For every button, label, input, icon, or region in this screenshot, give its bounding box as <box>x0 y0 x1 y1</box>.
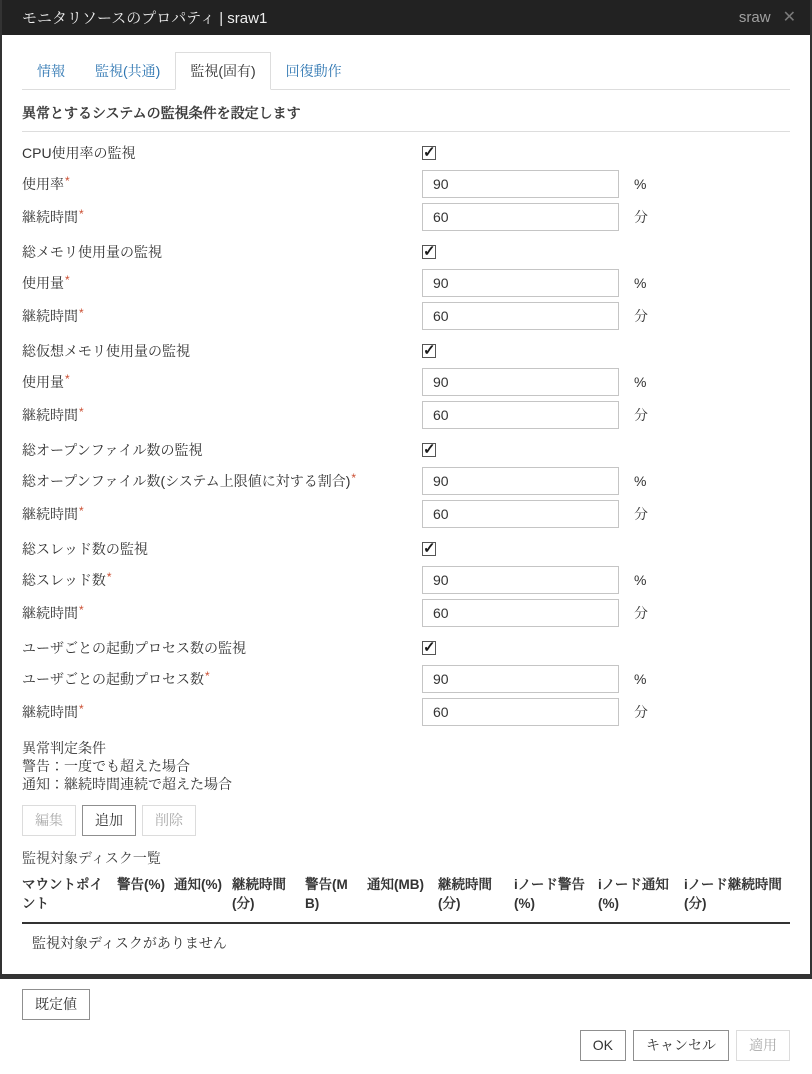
userproc-duration-label: 継続時間* <box>22 702 84 720</box>
openfiles-duration-label: 継続時間* <box>22 504 84 522</box>
default-values-button[interactable]: 既定値 <box>22 989 90 1020</box>
openfiles-duration-row <box>22 500 790 528</box>
required-marker: * <box>351 471 357 485</box>
open-files-ratio-input[interactable] <box>422 467 619 495</box>
column-header-duration-min: 継続時間(分) <box>232 872 305 923</box>
vmem-duration-label: 継続時間* <box>22 405 84 423</box>
unit-label: 分 <box>634 506 648 522</box>
required-marker: * <box>65 372 70 386</box>
delete-button[interactable]: 削除 <box>142 805 196 836</box>
column-header-inode-notice: iノード通知(%) <box>598 872 684 923</box>
openfiles-monitor-row <box>22 438 790 462</box>
unit-label: 分 <box>634 209 648 225</box>
tab-info[interactable]: 情報 <box>37 63 65 79</box>
openfiles-ratio-row <box>22 467 790 495</box>
memory-monitor-row <box>22 240 790 264</box>
required-marker: * <box>79 405 84 419</box>
cpu-usage-monitor-checkbox[interactable] <box>422 146 436 160</box>
unit-label: % <box>634 671 647 687</box>
user-process-count-input[interactable] <box>422 665 619 693</box>
memory-usage-input[interactable] <box>422 269 619 297</box>
vmem-monitor-row <box>22 339 790 363</box>
vmem-usage-input[interactable] <box>422 368 619 396</box>
apply-button[interactable]: 適用 <box>736 1030 790 1061</box>
virtual-memory-monitor-checkbox[interactable] <box>422 344 436 358</box>
memory-duration-input[interactable] <box>422 302 619 330</box>
column-header-mount-point: マウントポイント <box>22 872 117 923</box>
tab-panel-monitor-specific <box>2 90 810 1020</box>
close-icon[interactable]: ✕ <box>782 8 796 26</box>
thread-count-row <box>22 566 790 594</box>
cpu-usage-rate-input[interactable] <box>422 170 619 198</box>
required-marker: * <box>79 603 84 617</box>
unit-label: % <box>634 473 647 489</box>
memory-usage-label: 使用量* <box>22 273 70 291</box>
dialog-footer <box>2 1020 810 1074</box>
unit-label: % <box>634 176 647 192</box>
required-marker: * <box>79 504 84 518</box>
open-files-monitor-checkbox[interactable] <box>422 443 436 457</box>
threads-monitor-row <box>22 537 790 561</box>
userproc-count-row <box>22 665 790 693</box>
memory-usage-row <box>22 269 790 297</box>
condition-note <box>22 739 790 793</box>
cpu-duration-input[interactable] <box>422 203 619 231</box>
memory-duration-row <box>22 302 790 330</box>
vmem-duration-row <box>22 401 790 429</box>
userproc-monitor-row <box>22 636 790 660</box>
unit-label: % <box>634 572 647 588</box>
disk-table <box>22 872 790 924</box>
openfiles-monitor-label: 総オープンファイル数の監視 <box>22 442 203 458</box>
column-header-duration-min-2: 継続時間(分) <box>438 872 514 923</box>
required-marker: * <box>65 273 70 287</box>
thread-duration-row <box>22 599 790 627</box>
condition-note-title: 異常判定条件 <box>22 740 106 756</box>
disk-list-title: 監視対象ディスク一覧 <box>22 849 161 866</box>
required-marker: * <box>65 174 70 188</box>
thread-duration-input[interactable] <box>422 599 619 627</box>
user-process-duration-input[interactable] <box>422 698 619 726</box>
required-marker: * <box>79 306 84 320</box>
cancel-button[interactable]: キャンセル <box>633 1030 729 1061</box>
column-header-notice-percent: 通知(%) <box>174 872 232 923</box>
dialog-title: モニタリソースのプロパティ | sraw1 <box>22 10 268 27</box>
column-header-warn-mb: 警告(MB) <box>305 872 367 923</box>
thread-count-monitor-checkbox[interactable] <box>422 542 436 556</box>
thread-duration-label: 継続時間* <box>22 603 84 621</box>
column-header-notice-mb: 通知(MB) <box>367 872 438 923</box>
column-header-inode-warn: iノード警告(%) <box>514 872 598 923</box>
unit-label: 分 <box>634 407 648 423</box>
cpu-usage-rate-row <box>22 170 790 198</box>
dialog-title-bar <box>2 0 810 35</box>
unit-label: % <box>634 275 647 291</box>
memory-duration-label: 継続時間* <box>22 306 84 324</box>
required-marker: * <box>79 702 84 716</box>
unit-label: % <box>634 374 647 390</box>
tab-recovery-action[interactable]: 回復動作 <box>285 63 342 79</box>
tab-monitor-specific[interactable]: 監視(固有) <box>175 52 270 90</box>
cpu-monitor-row <box>22 141 790 165</box>
vmem-duration-input[interactable] <box>422 401 619 429</box>
total-memory-monitor-checkbox[interactable] <box>422 245 436 259</box>
vmem-usage-row <box>22 368 790 396</box>
vmem-usage-label: 使用量* <box>22 372 70 390</box>
openfiles-ratio-label: 総オープンファイル数(システム上限値に対する割合)* <box>22 471 357 489</box>
user-process-monitor-checkbox[interactable] <box>422 641 436 655</box>
window-context-label: sraw <box>738 9 771 26</box>
condition-note-line: 通知：継続時間連続で超えた場合 <box>22 776 232 792</box>
cpu-monitor-label: CPU使用率の監視 <box>22 145 136 161</box>
tab-monitor-common[interactable]: 監視(共通) <box>95 63 161 79</box>
ok-button[interactable]: OK <box>580 1030 626 1061</box>
userproc-duration-row <box>22 698 790 726</box>
edit-button[interactable]: 編集 <box>22 805 76 836</box>
unit-label: 分 <box>634 308 648 324</box>
threads-monitor-label: 総スレッド数の監視 <box>22 541 148 557</box>
section-heading: 異常とするシステムの監視条件を設定します <box>22 103 790 132</box>
userproc-count-label: ユーザごとの起動プロセス数* <box>22 669 210 687</box>
unit-label: 分 <box>634 605 648 621</box>
required-marker: * <box>79 207 84 221</box>
vmem-monitor-label: 総仮想メモリ使用量の監視 <box>22 343 190 359</box>
cpu-duration-label: 継続時間* <box>22 207 84 225</box>
required-marker: * <box>205 669 210 683</box>
tab-bar <box>2 35 810 90</box>
add-button[interactable]: 追加 <box>82 805 136 836</box>
unit-label: 分 <box>634 704 648 720</box>
disk-toolbar <box>22 805 790 836</box>
userproc-monitor-label: ユーザごとの起動プロセス数の監視 <box>22 640 246 656</box>
thread-count-input[interactable] <box>422 566 619 594</box>
thread-count-label: 総スレッド数* <box>22 570 112 588</box>
open-files-duration-input[interactable] <box>422 500 619 528</box>
column-header-inode-duration: iノード継続時間(分) <box>684 872 790 923</box>
cpu-duration-row <box>22 203 790 231</box>
column-header-warn-percent: 警告(%) <box>117 872 174 923</box>
disk-table-header-row <box>22 872 790 923</box>
condition-note-line: 警告：一度でも超えた場合 <box>22 758 190 774</box>
required-marker: * <box>106 570 112 584</box>
cpu-usage-rate-label: 使用率* <box>22 174 70 192</box>
memory-monitor-label: 総メモリ使用量の監視 <box>22 244 162 260</box>
disk-table-empty-message: 監視対象ディスクがありません <box>32 934 227 951</box>
